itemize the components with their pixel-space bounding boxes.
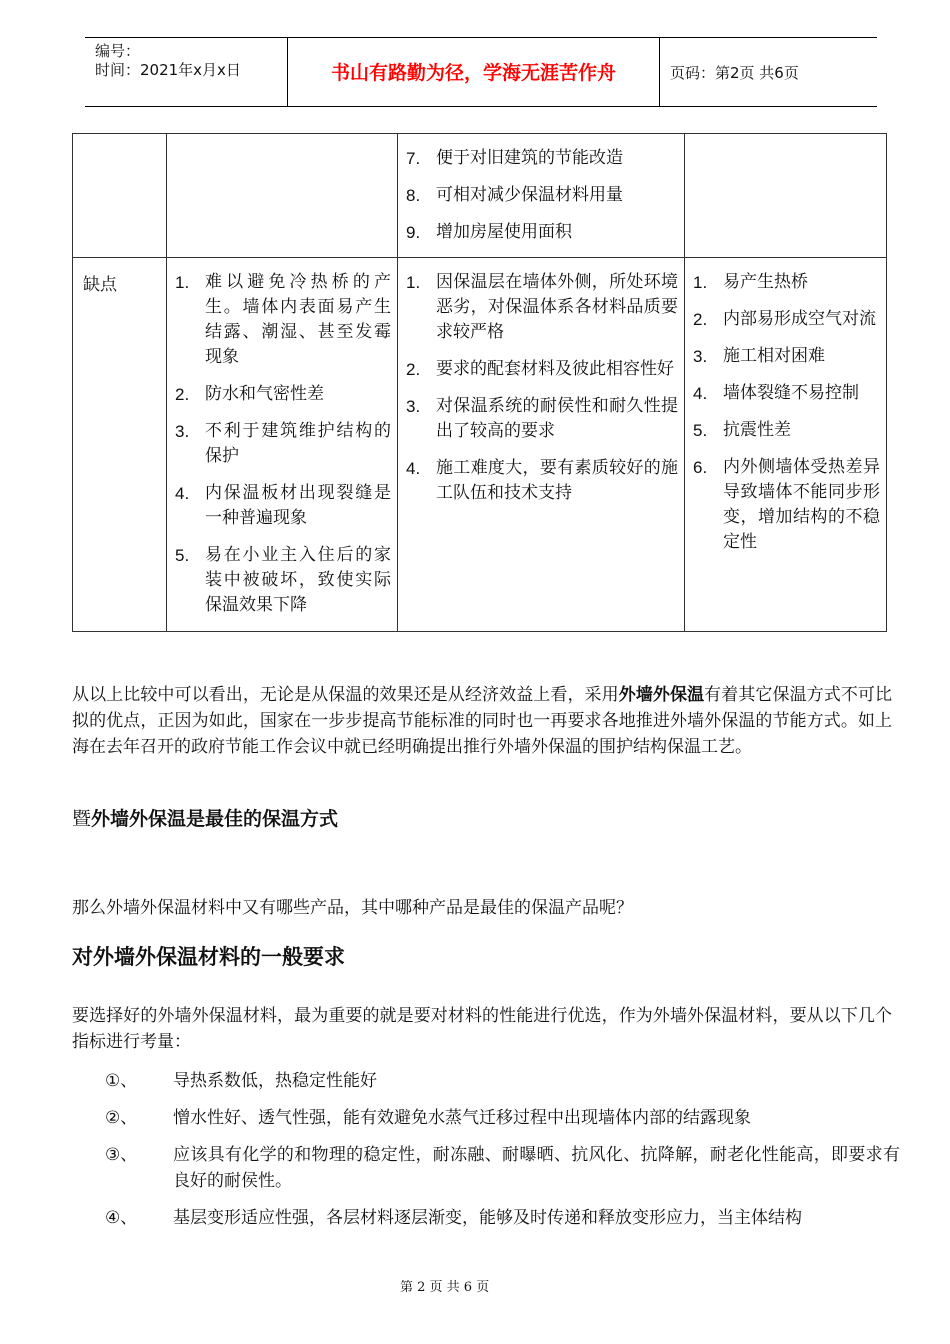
comparison-table bbox=[72, 133, 887, 632]
list-item: 8. 可相对减少保温材料用量 bbox=[406, 185, 623, 205]
list-item: 3. 不利于建筑维护结构的保护 bbox=[175, 421, 391, 466]
table-cell-advantages-external bbox=[398, 134, 685, 258]
table-cell-empty bbox=[73, 134, 167, 258]
section-heading-requirements: 对外墙外保温材料的一般要求 bbox=[72, 945, 345, 969]
list-item: 9. 增加房屋使用面积 bbox=[406, 222, 572, 242]
requirement-item: ①、 导热系数低，热稳定性能好 bbox=[105, 1071, 377, 1091]
page-footer: 第 2 页 共 6 页 bbox=[400, 1280, 490, 1295]
requirement-item: ④、 基层变形适应性强，各层材料逐层渐变，能够及时传递和释放变形应力，当主体结构 bbox=[105, 1208, 802, 1228]
list-disadvantages-sandwich bbox=[685, 258, 886, 555]
list-disadvantages-internal bbox=[167, 258, 397, 618]
requirement-item: ③、 应该具有化学的和物理的稳定性，耐冻融、耐曝晒、抗风化、抗降解，耐老化性能高，即要求有良好的耐侯性。 bbox=[105, 1145, 900, 1191]
header-meta-cell bbox=[85, 38, 288, 106]
section-heading-best-method: 暨外墙外保温是最佳的保温方式 bbox=[72, 808, 339, 830]
list-item: 4. 施工难度大，要有素质较好的施工队伍和技术支持 bbox=[406, 458, 678, 503]
header-page-cell bbox=[660, 38, 877, 106]
table-cell-disadvantages-internal bbox=[167, 258, 398, 632]
table-cell-disadvantages-external bbox=[398, 258, 685, 632]
list-item: 4. 内保温板材出现裂缝是一种普遍现象 bbox=[175, 483, 391, 528]
document-header bbox=[85, 37, 877, 107]
list-item: 6. 内外侧墙体受热差异导致墙体不能同步形变，增加结构的不稳定性 bbox=[693, 457, 880, 552]
emphasis-external-insulation: 外墙外保温 bbox=[618, 685, 705, 705]
list-item: 1. 难以避免冷热桥的产生。墙体内表面易产生结露、潮湿、甚至发霉现象 bbox=[175, 272, 391, 367]
header-motto: 书山有路勤为径，学海无涯苦作舟 bbox=[330, 62, 616, 84]
table-cell-empty bbox=[167, 134, 398, 258]
list-item: 2. 内部易形成空气对流 bbox=[693, 309, 876, 329]
list-item: 1. 因保温层在墙体外侧，所处环境恶劣，对保温体系各材料品质要求较严格 bbox=[406, 272, 678, 342]
document-number-label: 编号： bbox=[95, 42, 141, 60]
header-page-info: 页码：第2页 共6页 bbox=[670, 64, 799, 82]
row-label-disadvantages: 缺点 bbox=[73, 258, 167, 632]
question-paragraph: 那么外墙外保温材料中又有哪些产品，其中哪种产品是最佳的保温产品呢？ bbox=[72, 898, 633, 918]
list-item: 1. 易产生热桥 bbox=[693, 272, 808, 292]
list-item: 4. 墙体裂缝不易控制 bbox=[693, 383, 859, 403]
table-row bbox=[73, 134, 887, 258]
requirements-intro-paragraph: 要选择好的外墙外保温材料，最为重要的就是要对材料的性能进行优选，作为外墙外保温材料，要从以下几个指标进行考量： bbox=[72, 1006, 892, 1052]
list-disadvantages-external bbox=[398, 258, 684, 506]
list-item: 5. 抗震性差 bbox=[693, 420, 791, 440]
table-cell-empty bbox=[685, 134, 887, 258]
list-item: 7. 便于对旧建筑的节能改造 bbox=[406, 148, 623, 168]
table-row bbox=[73, 258, 887, 632]
header-motto-cell bbox=[288, 38, 660, 106]
conclusion-paragraph: 从以上比较中可以看出，无论是从保温的效果还是从经济效益上看，采用外墙外保温有着其它保温方式不可比拟的优点，正因为如此，国家在一步步提高节能标准的同时也一再要求各地推进外墙外保温的节能方式。如上海在去年召开的政府节能工作会议中就已经明确提出推行外墙外保温的围护结构保温工艺。 bbox=[72, 685, 893, 757]
requirement-item: ②、 憎水性好、透气性强，能有效避免水蒸气迁移过程中出现墙体内部的结露现象 bbox=[105, 1108, 751, 1128]
list-item: 2. 要求的配套材料及彼此相容性好 bbox=[406, 359, 674, 379]
list-item: 3. 对保温系统的耐侯性和耐久性提出了较高的要求 bbox=[406, 396, 678, 441]
table-cell-disadvantages-sandwich bbox=[685, 258, 887, 632]
list-item: 2. 防水和气密性差 bbox=[175, 384, 324, 404]
list-item: 3. 施工相对困难 bbox=[693, 346, 825, 366]
list-advantages-continued bbox=[398, 134, 684, 245]
list-item: 5. 易在小业主入住后的家装中被破坏，致使实际保温效果下降 bbox=[175, 545, 391, 615]
document-time: 时间：2021年x月x日 bbox=[95, 61, 241, 79]
